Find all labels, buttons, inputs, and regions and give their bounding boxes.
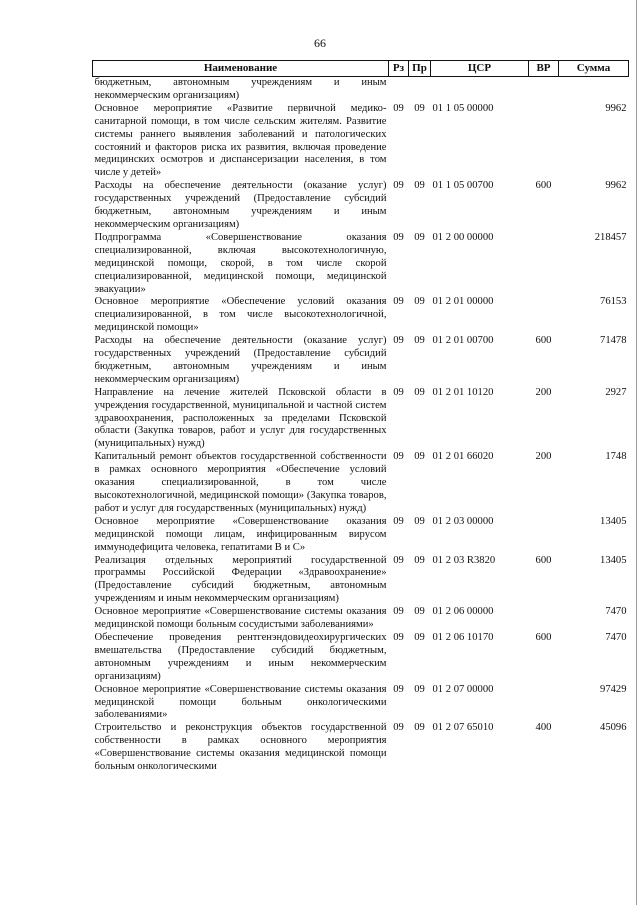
row-pr: 09 [414, 631, 425, 643]
row-pr: 09 [414, 102, 425, 114]
row-vr [529, 516, 559, 555]
row-rz: 09 [393, 335, 404, 347]
row-sum: 2927 [605, 386, 627, 398]
table-row [93, 232, 629, 297]
header-csr: ЦСР [431, 61, 529, 77]
row-name: Расходы на обеспечение деятельности (оказание услуг) государственных учреждений (Предоставление субсидий бюджетным, автономным учреждениям и иным некоммерческим организациям) [94, 335, 387, 385]
row-sum: 1748 [605, 451, 627, 463]
row-rz: 09 [393, 606, 404, 618]
row-csr: 01 2 06 10170 [432, 631, 494, 643]
row-name: Строительство и реконструкция объектов государственной собственности в рамках основного мероприятия «Совершенствование системы оказания медицинской помощи больным онкологическими [94, 722, 387, 773]
row-csr: 01 2 03 00000 [432, 515, 494, 527]
row-pr: 09 [414, 386, 425, 398]
row-csr: 01 1 05 00700 [432, 180, 494, 192]
row-vr [529, 606, 559, 632]
row-name: Расходы на обеспечение деятельности (оказание услуг) государственных учреждений (Предоставление субсидий бюджетным, автономным учреждениям и иным некоммерческим организациям) [94, 180, 387, 230]
row-csr: 01 2 01 00000 [432, 296, 494, 308]
row-vr [529, 77, 559, 103]
row-pr [409, 77, 431, 103]
table-row [93, 722, 629, 774]
budget-table [92, 60, 629, 774]
row-vr: 600 [535, 631, 552, 643]
row-pr: 09 [414, 683, 425, 695]
row-sum: 76153 [600, 296, 627, 308]
row-vr [529, 684, 559, 723]
row-name: Основное мероприятие «Совершенствование системы оказания медицинской помощи больным онкологическими заболеваниями» [94, 683, 387, 721]
row-name: Подпрограмма «Совершенствование оказания специализированной, включая высокотехнологичную, медицинской помощи, скорой, в том числе скорой специализированной, медицинской помощи, медицинской эвакуации» [94, 231, 387, 295]
row-name: Направление на лечение жителей Псковской области в учреждения государственной, муниципальной и частной систем здравоохранения, расположенных за пределами Псковской области (Закупка товаров, работ и услуг для государственных (муниципальных) нужд) [94, 386, 387, 450]
row-vr: 400 [535, 722, 552, 734]
row-vr [529, 103, 559, 180]
row-name: Капитальный ремонт объектов государственной собственности в рамках основного мероприятия «Обеспечение условий оказания специализированной, в том числе высокотехнологичной, медицинской помощи» (Закупка товаров, работ и услуг для государственных (муниципальных) нужд) [94, 451, 387, 514]
row-vr: 600 [535, 180, 552, 192]
row-pr: 09 [414, 606, 425, 618]
header-rz: Рз [389, 61, 409, 77]
row-csr: 01 2 01 66020 [432, 451, 494, 463]
table-row [93, 555, 629, 607]
row-sum: 13405 [600, 554, 627, 566]
page-edge-line [636, 0, 637, 905]
row-sum: 45096 [600, 722, 627, 734]
row-name: Реализация отдельных мероприятий государственной программы Российской Федерации «Здравоохранение» (Предоставление субсидий бюджетным, автономным учреждениям и иным некоммерческим организациям) [94, 554, 387, 605]
row-rz: 09 [393, 451, 404, 463]
table-header-row [93, 61, 629, 77]
table-row [93, 684, 629, 723]
table-body [93, 77, 629, 774]
row-rz: 09 [393, 231, 404, 243]
row-csr: 01 2 03 R3820 [432, 554, 496, 566]
row-pr: 09 [414, 335, 425, 347]
row-rz: 09 [393, 386, 404, 398]
row-csr: 01 1 05 00000 [432, 102, 494, 114]
row-vr: 200 [535, 386, 552, 398]
row-sum: 7470 [605, 631, 627, 643]
row-name: Основное мероприятие «Совершенствование оказания медицинской помощи лицам, инфицированным вирусом иммунодефицита человека, гепатитами В и С» [94, 515, 387, 553]
row-sum: 71478 [600, 335, 627, 347]
row-csr: 01 2 00 00000 [432, 231, 494, 243]
row-pr: 09 [414, 231, 425, 243]
table-row [93, 632, 629, 684]
table-row [93, 335, 629, 387]
row-rz: 09 [393, 180, 404, 192]
table-row [93, 516, 629, 555]
row-pr: 09 [414, 180, 425, 192]
row-sum: 7470 [605, 606, 627, 618]
row-pr: 09 [414, 554, 425, 566]
row-vr: 200 [535, 451, 552, 463]
row-pr: 09 [414, 451, 425, 463]
row-vr [529, 232, 559, 297]
row-sum: 9962 [605, 180, 627, 192]
table-row [93, 451, 629, 516]
row-name: бюджетным, автономным учреждениям и иным некоммерческим организациям) [94, 77, 387, 101]
row-csr [431, 77, 529, 103]
row-csr: 01 2 01 00700 [432, 335, 494, 347]
row-sum [559, 77, 629, 103]
header-vr: ВР [529, 61, 559, 77]
row-csr: 01 2 01 10120 [432, 386, 494, 398]
table-row [93, 606, 629, 632]
row-rz: 09 [393, 554, 404, 566]
row-sum: 13405 [600, 515, 627, 527]
page-number: 66 [314, 36, 326, 50]
row-rz: 09 [393, 722, 404, 734]
row-csr: 01 2 07 65010 [432, 722, 494, 734]
row-pr: 09 [414, 296, 425, 308]
row-sum: 218457 [594, 231, 627, 243]
row-name: Обеспечение проведения рентгенэндовидеохирургических вмешательства (Предоставление субсидий бюджетным, автономным учреждениям и иным некоммерческим организациям) [94, 631, 387, 682]
row-name: Основное мероприятие «Совершенствование системы оказания медицинской помощи больным сосудистыми заболеваниями» [94, 606, 387, 631]
header-sum: Сумма [559, 61, 629, 77]
table-row [93, 387, 629, 452]
table-row [93, 180, 629, 232]
row-rz: 09 [393, 296, 404, 308]
row-csr: 01 2 06 00000 [432, 606, 494, 618]
row-rz: 09 [393, 515, 404, 527]
row-pr: 09 [414, 722, 425, 734]
row-name: Основное мероприятие «Развитие первичной медико-санитарной помощи, в том числе сельским жителям. Развитие системы раннего выявления заболеваний и патологических состояний и факторов риска их развития, включая проведение медицинских осмотров и диспансеризации населения, в том числе у детей» [94, 102, 387, 179]
row-sum: 9962 [605, 102, 627, 114]
row-vr: 600 [535, 335, 552, 347]
table-row [93, 103, 629, 180]
table-row [93, 296, 629, 335]
table-row [93, 77, 629, 103]
row-sum: 97429 [600, 683, 627, 695]
row-rz [389, 77, 409, 103]
row-vr [529, 296, 559, 335]
header-pr: Пр [409, 61, 431, 77]
header-name: Наименование [93, 61, 389, 77]
row-rz: 09 [393, 102, 404, 114]
row-csr: 01 2 07 00000 [432, 683, 494, 695]
row-vr: 600 [535, 554, 552, 566]
row-pr: 09 [414, 515, 425, 527]
row-rz: 09 [393, 631, 404, 643]
row-rz: 09 [393, 683, 404, 695]
row-name: Основное мероприятие «Обеспечение условий оказания специализированной, в том числе высокотехнологичной, медицинской помощи» [94, 296, 387, 334]
